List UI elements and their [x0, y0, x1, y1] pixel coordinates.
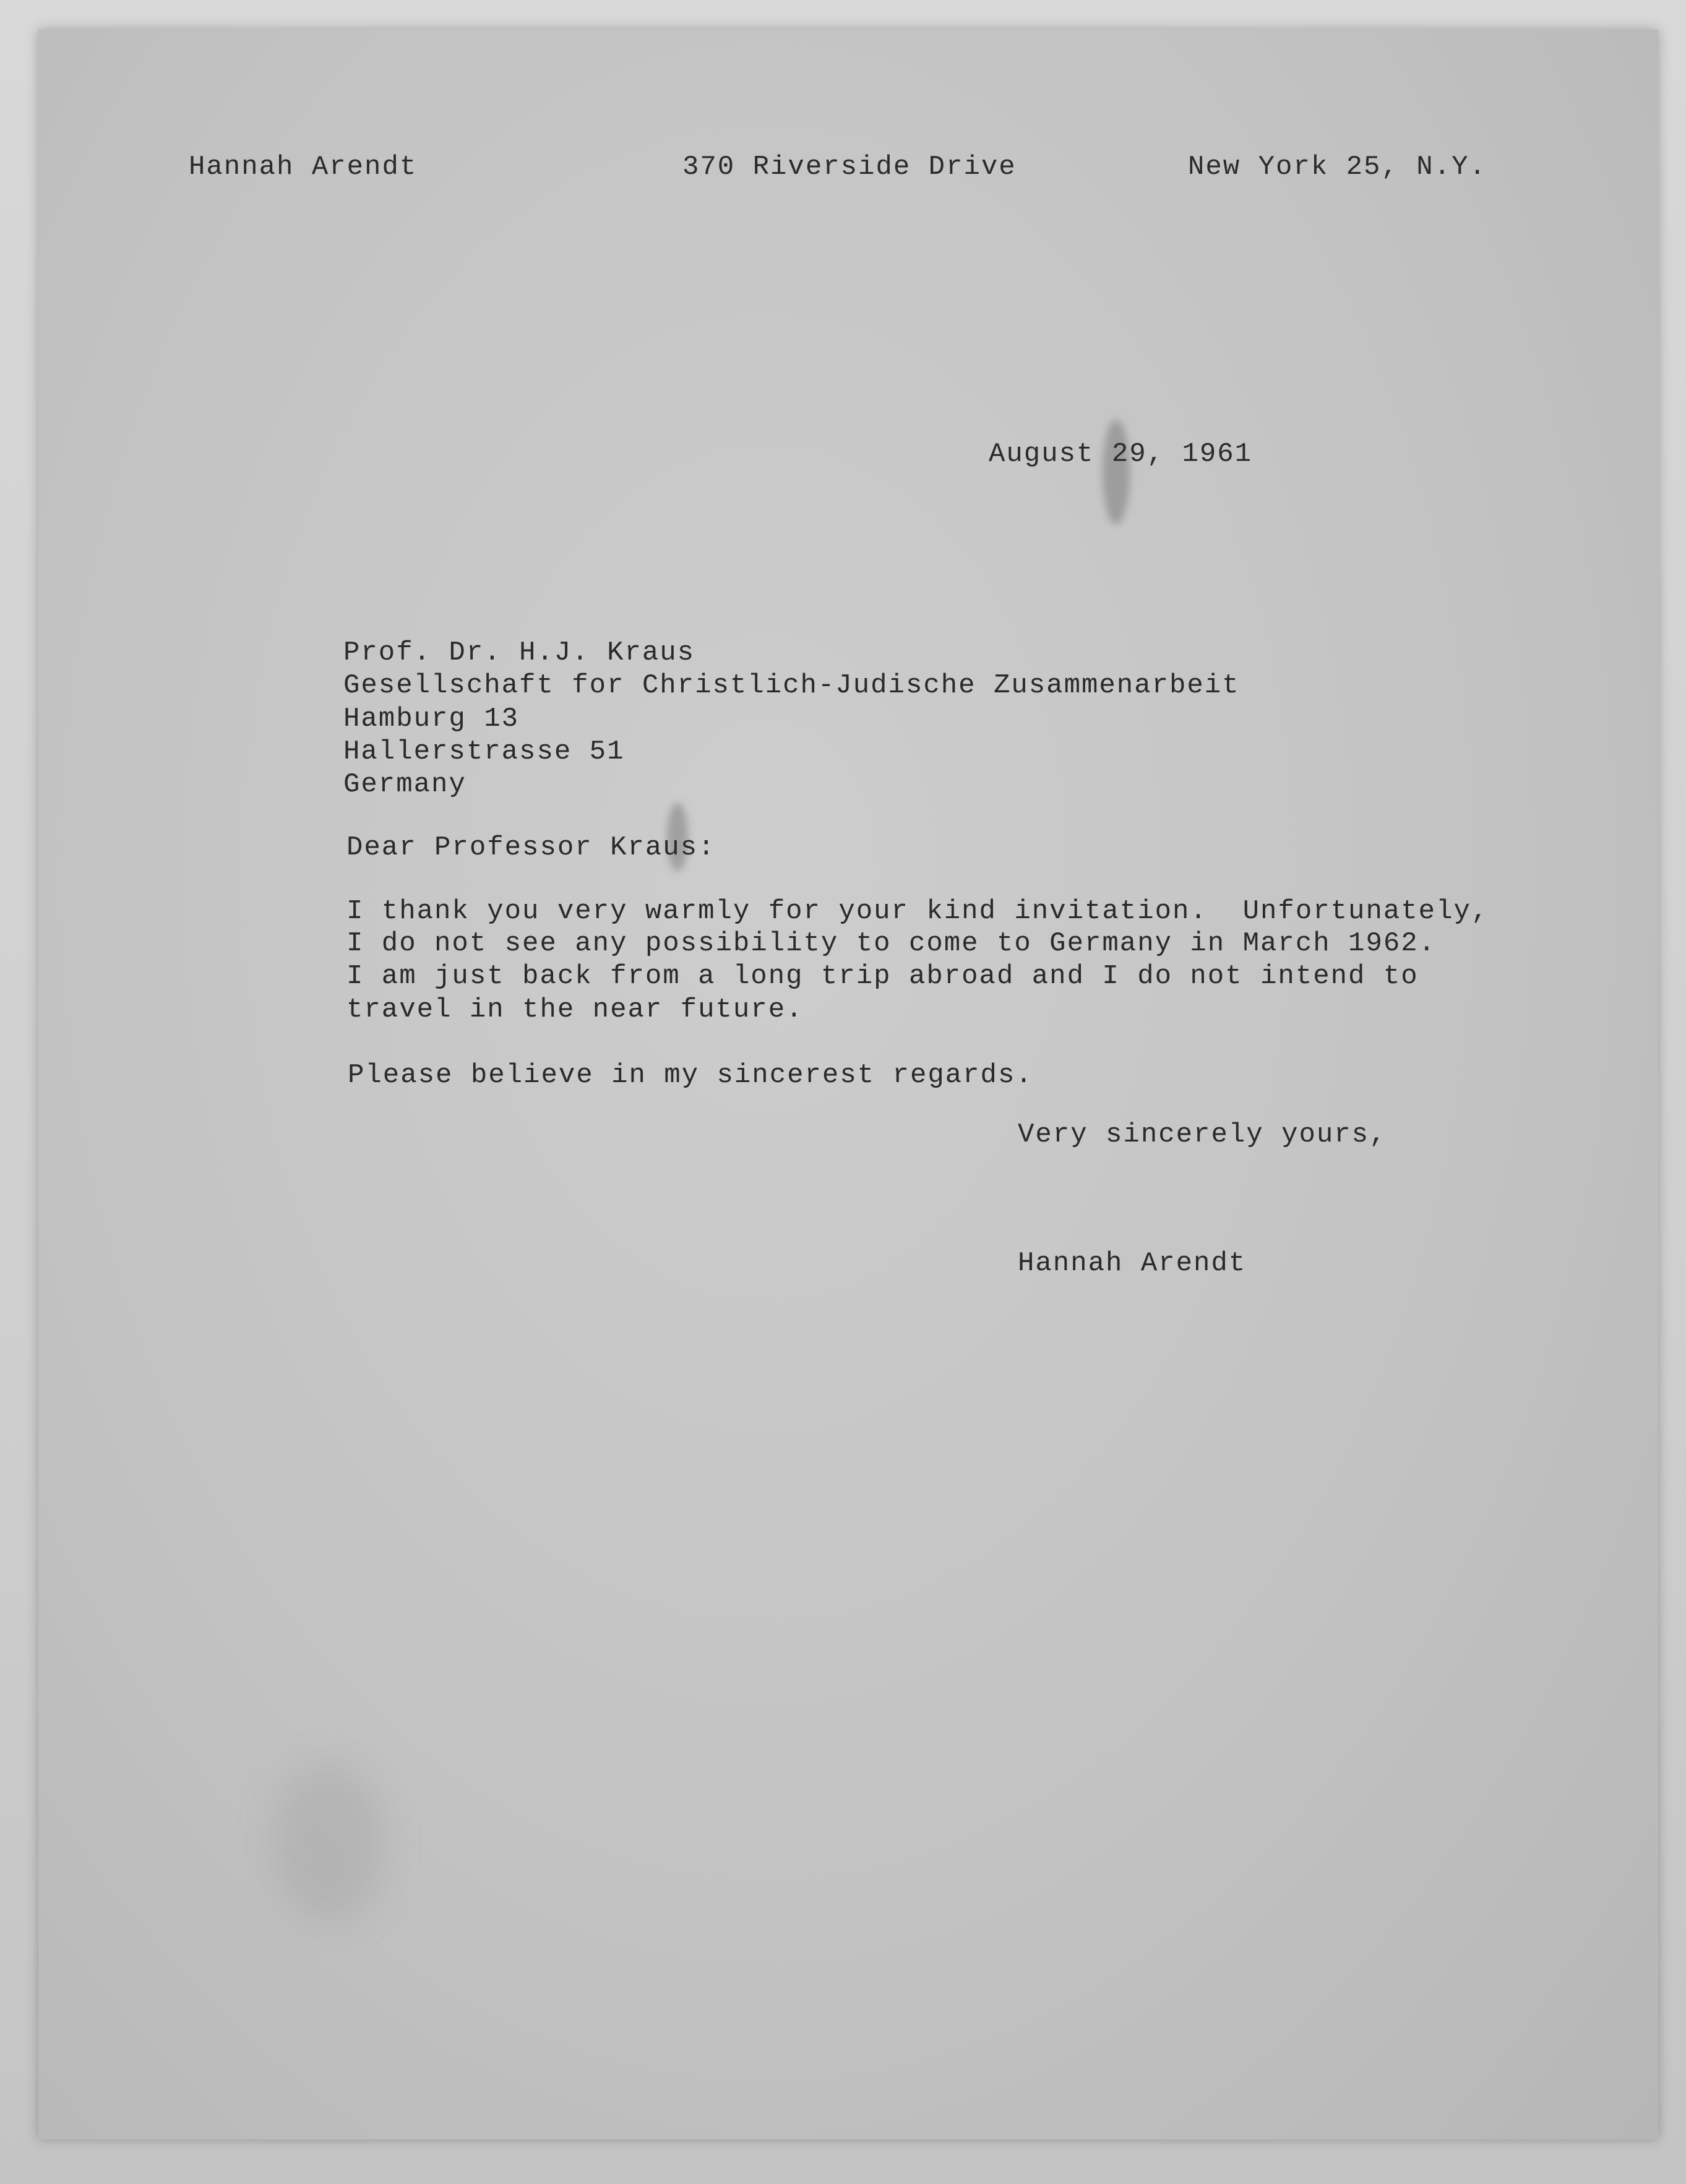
body-line: I am just back from a long trip abroad and I do not intend to	[346, 961, 1419, 992]
recipient-line: Prof. Dr. H.J. Kraus	[343, 637, 695, 668]
recipient-line: Gesellschaft for Christlich-Judische Zusammenarbeit	[343, 670, 1240, 701]
recipient-line: Hamburg 13	[343, 703, 520, 734]
recipient-line: Germany	[343, 769, 467, 800]
letterhead-city: New York 25, N.Y.	[1188, 152, 1487, 183]
stain	[273, 1762, 385, 1923]
body-paragraph: Please believe in my sincerest regards.	[348, 1060, 1033, 1091]
body-line: I do not see any possibility to come to Germany in March 1962.	[346, 928, 1437, 959]
recipient-line: Hallerstrasse 51	[343, 736, 625, 767]
letter-date: August 29, 1961	[989, 439, 1253, 470]
letterhead-name: Hannah Arendt	[189, 152, 418, 183]
salutation: Dear Professor Kraus:	[346, 832, 716, 863]
body-line: travel in the near future.	[346, 994, 804, 1025]
signature-name: Hannah Arendt	[1018, 1248, 1247, 1279]
body-line: I thank you very warmly for your kind invitation. Unfortunately,	[346, 896, 1489, 927]
closing: Very sincerely yours,	[1018, 1119, 1387, 1150]
ink-smudge	[1103, 419, 1130, 525]
letterhead-street: 370 Riverside Drive	[682, 152, 1017, 183]
